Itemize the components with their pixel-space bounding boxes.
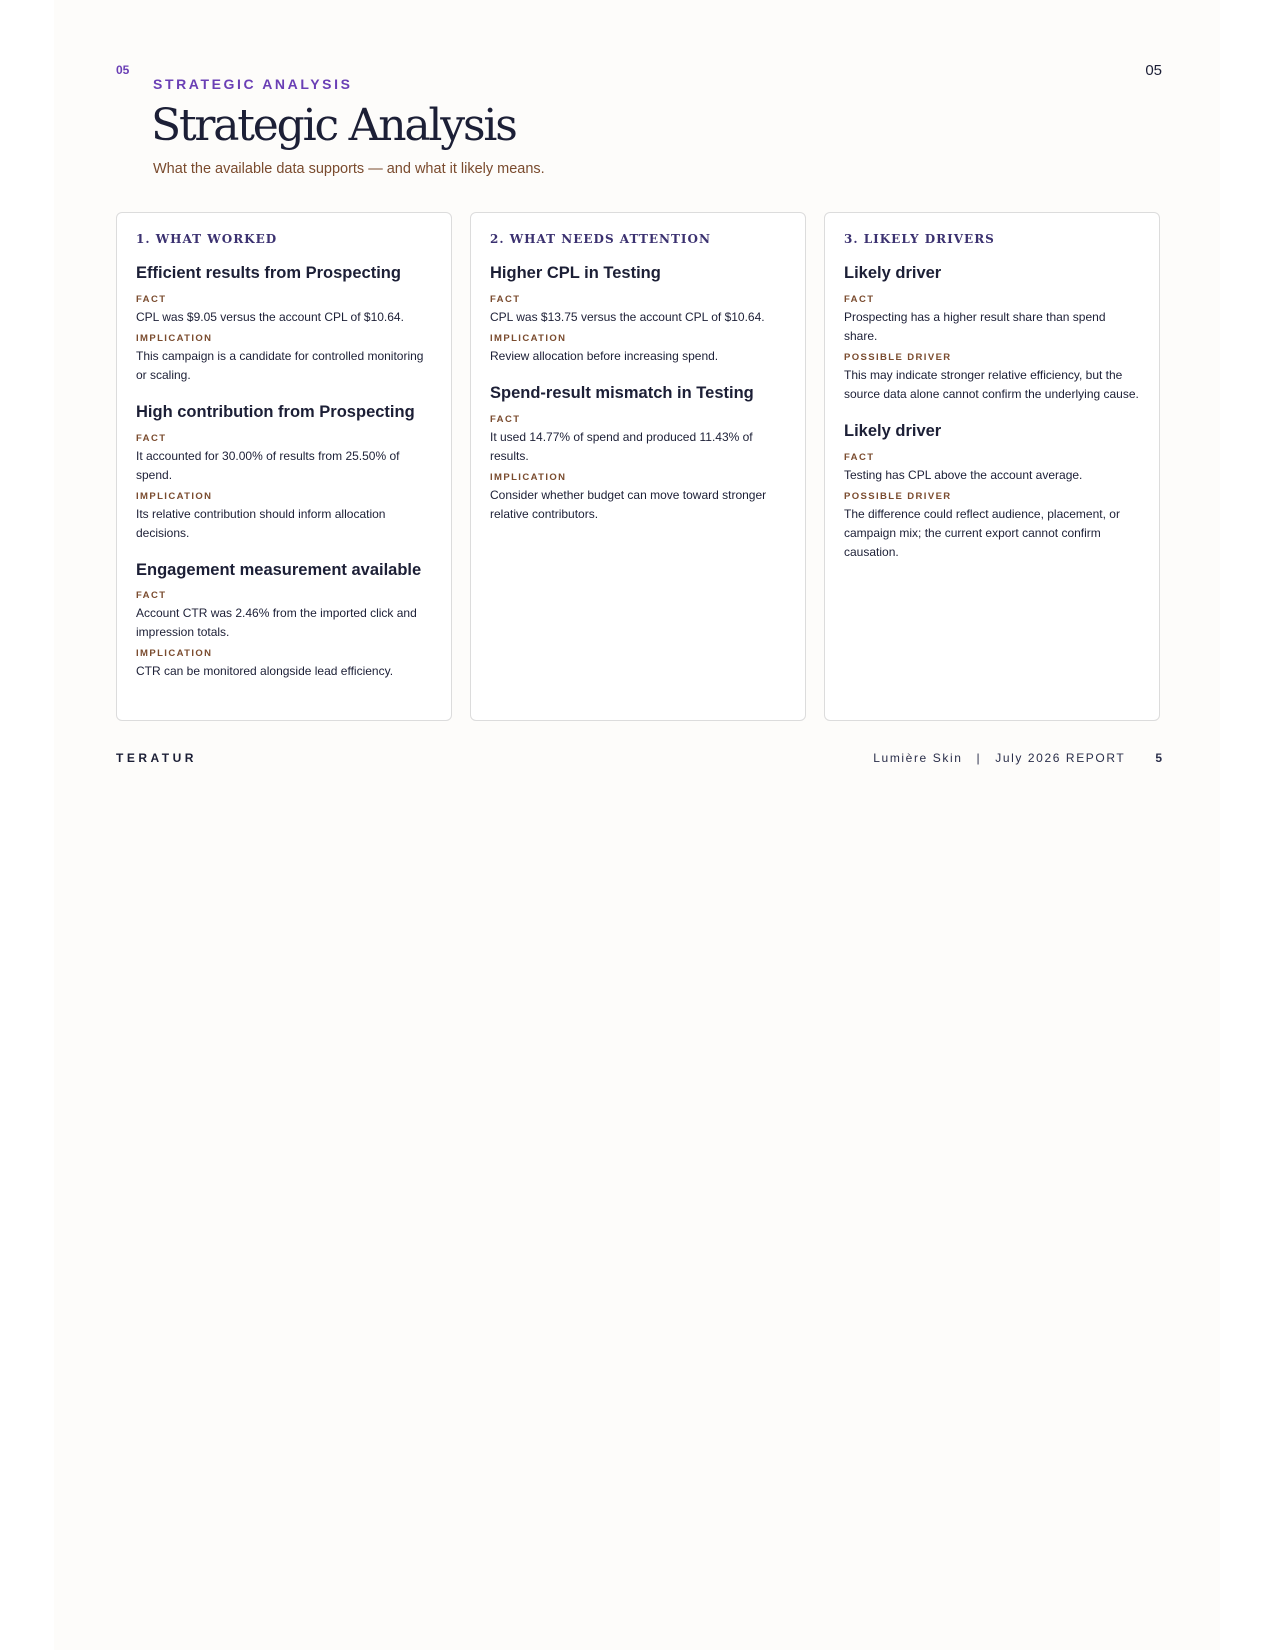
footer-client: Lumière Skin xyxy=(873,751,963,765)
finding-title: Higher CPL in Testing xyxy=(490,264,661,282)
card-likely-drivers xyxy=(824,212,1160,721)
card-heading: 1. WHAT WORKED xyxy=(136,232,278,246)
finding-item xyxy=(136,561,433,682)
fact-label: FACT xyxy=(136,432,167,444)
possible-driver-text: The difference could reflect audience, placement, or campaign mix; the current export cannot confirm causation. xyxy=(844,506,1120,559)
implication-text: Its relative contribution should inform allocation decisions. xyxy=(136,506,386,540)
fact-label: FACT xyxy=(844,451,875,463)
fact-label: FACT xyxy=(844,293,875,305)
finding-item xyxy=(490,264,787,366)
footer-report: July 2026 REPORT xyxy=(995,751,1126,765)
fact-label: FACT xyxy=(136,293,167,305)
fact-text: CPL was $9.05 versus the account CPL of $10.64. xyxy=(136,309,404,324)
finding-title: Efficient results from Prospecting xyxy=(136,264,401,282)
possible-driver-label: POSSIBLE DRIVER xyxy=(844,351,952,363)
fact-text: Account CTR was 2.46% from the imported click and impression totals. xyxy=(136,606,417,640)
implication-text: Review allocation before increasing spend. xyxy=(490,348,719,363)
implication-text: Consider whether budget can move toward stronger relative contributors. xyxy=(490,487,767,521)
finding-item xyxy=(844,422,1141,562)
finding-item xyxy=(136,403,433,543)
finding-title: Engagement measurement available xyxy=(136,560,422,579)
page-number-top: 05 xyxy=(1145,62,1162,79)
footer-page-number: 5 xyxy=(1155,751,1162,765)
implication-label: IMPLICATION xyxy=(136,490,213,502)
implication-text: This campaign is a candidate for controlled monitoring or scaling. xyxy=(136,348,424,382)
finding-title: Likely driver xyxy=(844,421,942,440)
implication-label: IMPLICATION xyxy=(490,332,567,344)
finding-title: Likely driver xyxy=(844,264,942,282)
page-title: Strategic Analysis xyxy=(151,100,516,151)
finding-title: Spend-result mismatch in Testing xyxy=(490,383,754,402)
finding-title: High contribution from Prospecting xyxy=(136,402,415,421)
card-heading: 3. LIKELY DRIVERS xyxy=(844,232,995,246)
implication-label: IMPLICATION xyxy=(490,471,567,483)
footer-separator: | xyxy=(976,751,982,765)
implication-label: IMPLICATION xyxy=(136,332,213,344)
implication-text: CTR can be monitored alongside lead efficiency. xyxy=(136,664,394,679)
fact-text: CPL was $13.75 versus the account CPL of $10.64. xyxy=(490,309,765,324)
section-number: 05 xyxy=(116,63,130,77)
implication-label: IMPLICATION xyxy=(136,648,213,660)
fact-text: Prospecting has a higher result share than spend share. xyxy=(844,309,1106,343)
fact-text: It accounted for 30.00% of results from 25.50% of spend. xyxy=(136,448,400,482)
card-what-worked xyxy=(116,212,452,721)
section-eyebrow: STRATEGIC ANALYSIS xyxy=(153,76,353,92)
finding-item xyxy=(490,384,787,524)
page-subtitle: What the available data supports — and what it likely means. xyxy=(153,161,545,177)
possible-driver-text: This may indicate stronger relative efficiency, but the source data alone cannot confirm the underlying cause. xyxy=(844,367,1139,401)
fact-label: FACT xyxy=(136,590,167,602)
finding-item xyxy=(844,264,1141,404)
footer-meta xyxy=(873,751,1162,765)
possible-driver-label: POSSIBLE DRIVER xyxy=(844,490,952,502)
finding-item xyxy=(136,264,433,385)
footer-brand: TERATUR xyxy=(116,751,197,765)
card-heading: 2. WHAT NEEDS ATTENTION xyxy=(490,232,711,246)
card-what-needs-attention xyxy=(470,212,806,721)
fact-label: FACT xyxy=(490,413,521,425)
fact-text: It used 14.77% of spend and produced 11.43% of results. xyxy=(490,429,753,463)
fact-text: Testing has CPL above the account average. xyxy=(844,467,1083,482)
fact-label: FACT xyxy=(490,293,521,305)
